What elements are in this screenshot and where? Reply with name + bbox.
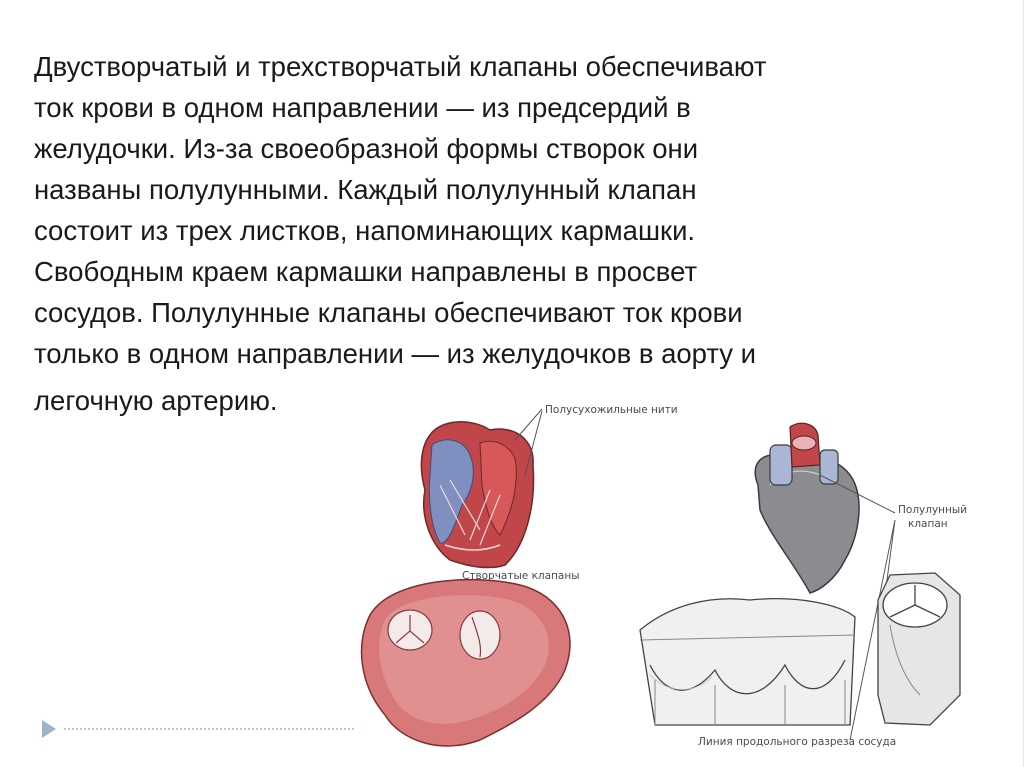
leaflet-valves-label: Створчатые клапаны [462, 570, 580, 582]
valve-cross-section-drawing [878, 573, 960, 725]
paragraph-line: Двустворчатый и трехстворчатый клапаны обеспечивают [34, 51, 767, 82]
chordae-label: Полусухожильные нити [545, 404, 678, 416]
section-line-label: Линия продольного разреза сосуда [698, 736, 897, 748]
heart-exterior-drawing [755, 423, 859, 593]
slide-nav-arrow-icon [42, 720, 56, 738]
opened-vessel-drawing [640, 599, 855, 725]
slide-paragraph [34, 46, 964, 421]
paragraph-line: только в одном направлении — из желудочков в аорту и [34, 338, 757, 369]
heart-section-drawing [421, 422, 533, 568]
paragraph-line: состоит из трех листков, напоминающих кармашки. [34, 215, 696, 246]
paragraph-line: Свободным краем кармашки направлены в просвет [34, 256, 698, 287]
slide-footer-divider [64, 728, 354, 730]
paragraph-line: сосудов. Полулунные клапаны обеспечивают ток крови [34, 297, 743, 328]
semilunar-valve-label-line2: клапан [908, 518, 948, 530]
paragraph-line: легочную артерию. [34, 385, 278, 416]
paragraph-line: названы полулунными. Каждый полулунный клапан [34, 174, 697, 205]
heart-base-drawing [362, 580, 570, 746]
paragraph-line: ток крови в одном направлении — из предсердий в [34, 92, 691, 123]
paragraph-line: желудочки. Из-за своеобразной формы створок они [34, 133, 699, 164]
semilunar-valve-label-line1: Полулунный [898, 504, 968, 516]
heart-valves-illustration [330, 395, 990, 765]
